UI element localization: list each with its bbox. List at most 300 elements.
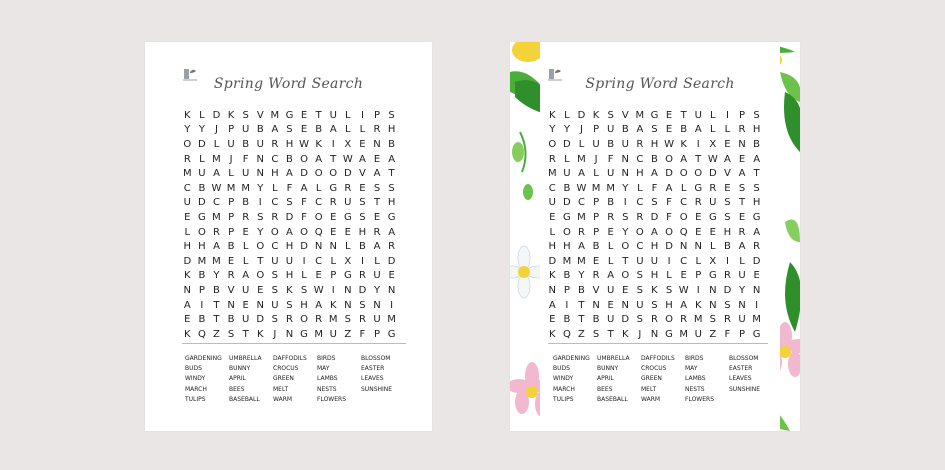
grid-letter: K [680, 138, 687, 150]
grid-letter: U [242, 314, 250, 326]
grid-letter: K [227, 109, 235, 121]
grid-letter: B [286, 153, 293, 165]
grid-letter: A [607, 270, 615, 282]
letter-grid [545, 108, 764, 342]
grid-letter: H [548, 241, 557, 253]
grid-letter: A [373, 168, 381, 180]
word-item: SUNSHINE [361, 385, 393, 393]
grid-letter: Q [562, 328, 571, 340]
grid-letter: N [373, 299, 381, 311]
grid-letter: B [753, 138, 761, 150]
grid-letter: C [548, 182, 556, 194]
grid-letter: O [665, 226, 673, 238]
grid-letter: D [621, 314, 630, 326]
word-item: LEAVES [361, 375, 384, 383]
grid-letter: W [313, 284, 324, 296]
grid-letter: A [578, 168, 585, 180]
grid-letter: D [343, 168, 352, 180]
grid-letter: E [680, 270, 687, 282]
grid-letter: J [215, 124, 218, 136]
grid-letter: G [387, 211, 396, 223]
grid-letter: A [738, 241, 746, 253]
grid-letter: K [549, 328, 556, 340]
word-item: TULIPS [185, 395, 206, 403]
grid-letter: F [301, 211, 307, 223]
grid-letter: A [694, 124, 702, 136]
grid-letter: G [665, 328, 673, 340]
grid-letter: S [271, 270, 279, 282]
grid-letter: N [752, 284, 761, 296]
grid-letter: H [285, 138, 294, 150]
grid-letter: F [666, 197, 672, 209]
grid-letter: P [593, 124, 600, 136]
divider [182, 343, 406, 344]
grid-letter: F [301, 197, 307, 209]
word-item: BUNNY [597, 365, 619, 373]
grid-letter: A [373, 241, 381, 253]
grid-letter: L [739, 255, 745, 267]
grid-letter: I [331, 138, 335, 150]
grid-letter: D [563, 138, 571, 150]
grid-letter: W [576, 182, 587, 194]
grid-letter: B [227, 314, 235, 326]
grid-letter: R [344, 182, 352, 194]
grid-letter: H [387, 124, 396, 136]
worksheet-plain-content [145, 42, 432, 431]
grid-letter: P [739, 109, 746, 121]
grid-letter: R [227, 270, 235, 282]
grid-letter: U [329, 109, 337, 121]
grid-letter: I [331, 284, 335, 296]
grid-letter: M [328, 314, 338, 326]
grid-letter: S [607, 109, 614, 121]
worksheet-plain [145, 42, 432, 431]
grid-letter: P [330, 270, 337, 282]
grid-letter: E [242, 226, 249, 238]
grid-letter: I [623, 197, 627, 209]
grid-letter: N [373, 138, 381, 150]
grid-letter: N [621, 299, 629, 311]
grid-letter: K [329, 299, 337, 311]
grid-letter: A [680, 299, 688, 311]
grid-letter: S [227, 328, 235, 340]
grid-letter: S [724, 211, 731, 223]
grid-letter: S [286, 299, 293, 311]
grid-letter: P [695, 270, 702, 282]
grid-letter: N [344, 299, 352, 311]
grid-letter: U [373, 270, 381, 282]
grid-letter: U [242, 284, 250, 296]
grid-letter: H [563, 241, 571, 253]
grid-letter: R [373, 226, 381, 238]
grid-letter: U [694, 109, 702, 121]
worksheet-floral-content [540, 42, 780, 431]
word-item: DAFFODILS [273, 355, 307, 362]
grid-letter: U [563, 168, 571, 180]
grid-letter: S [344, 314, 351, 326]
grid-letter: U [607, 124, 615, 136]
grid-letter: I [200, 299, 204, 311]
grid-letter: H [271, 168, 279, 180]
grid-letter: U [548, 197, 556, 209]
grid-letter: D [198, 138, 206, 150]
grid-letter: S [636, 284, 644, 296]
grid-letter: M [241, 182, 250, 194]
grid-letter: Z [578, 328, 585, 340]
grid-letter: O [329, 168, 338, 180]
grid-letter: S [651, 299, 658, 311]
grid-letter: L [710, 241, 716, 253]
grid-letter: K [694, 299, 702, 311]
grid-letter: S [257, 211, 264, 223]
word-list [185, 354, 405, 403]
grid-letter: D [665, 168, 673, 180]
grid-letter: S [300, 284, 308, 296]
grid-letter: K [621, 328, 629, 340]
grid-letter: E [738, 211, 746, 223]
grid-letter: S [753, 109, 760, 121]
grid-letter: B [315, 124, 323, 136]
grid-letter: S [373, 182, 381, 194]
grid-letter: H [650, 241, 659, 253]
grid-letter: A [665, 182, 673, 194]
grid-letter: M [212, 211, 221, 223]
grid-letter: K [184, 270, 191, 282]
word-item: TULIPS [553, 395, 574, 403]
grid-letter: C [577, 197, 585, 209]
word-column [361, 354, 405, 393]
word-column [185, 354, 229, 403]
grid-letter: M [197, 255, 207, 267]
grid-letter: J [273, 328, 277, 340]
grid-letter: H [665, 299, 673, 311]
grid-letter: C [636, 241, 644, 253]
grid-letter: A [315, 153, 323, 165]
grid-letter: E [549, 314, 556, 326]
grid-letter: C [636, 153, 644, 165]
grid-letter: F [666, 211, 672, 223]
grid-letter: H [300, 299, 308, 311]
grid-letter: T [753, 168, 760, 180]
grid-letter: S [724, 197, 731, 209]
grid-letter: U [227, 138, 235, 150]
grid-letter: O [270, 226, 279, 238]
grid-letter: Y [213, 270, 220, 282]
grid-letter: A [388, 153, 396, 165]
grid-letter: W [707, 153, 718, 165]
grid-letter: I [667, 255, 671, 267]
grid-letter: E [184, 211, 191, 223]
grid-letter: L [607, 255, 614, 267]
grid-letter: K [184, 328, 191, 340]
grid-letter: T [330, 153, 337, 165]
grid-letter: Y [198, 124, 205, 136]
grid-letter: S [724, 299, 731, 311]
grid-letter: R [285, 314, 293, 326]
grid-letter: D [548, 255, 557, 267]
grid-letter: N [329, 241, 337, 253]
grid-letter: A [578, 241, 585, 253]
word-item: GARDENING [185, 355, 222, 362]
grid-letter: G [708, 211, 717, 223]
grid-letter: U [607, 314, 615, 326]
grid-letter: M [314, 328, 323, 340]
grid-letter: E [242, 299, 249, 311]
grid-letter: N [227, 299, 235, 311]
grid-letter: M [635, 109, 645, 121]
grid-letter: A [388, 226, 396, 238]
grid-letter: K [549, 270, 556, 282]
grid-letter: R [680, 314, 688, 326]
grid-letter: P [593, 197, 600, 209]
word-item: CROCUS [273, 365, 299, 373]
grid-letter: L [345, 124, 351, 136]
grid-letter: B [723, 241, 731, 253]
grid-letter: T [213, 299, 220, 311]
grid-letter: M [212, 255, 221, 267]
grid-letter: G [343, 270, 352, 282]
grid-letter: A [359, 153, 366, 165]
grid-letter: C [212, 197, 220, 209]
grid-letter: R [271, 211, 279, 223]
grid-letter: U [607, 284, 615, 296]
grid-letter: G [563, 211, 571, 223]
grid-letter: R [753, 241, 761, 253]
word-item: LAMBS [317, 375, 338, 383]
grid-letter: G [650, 109, 659, 121]
grid-letter: T [315, 109, 322, 121]
grid-letter: E [300, 109, 308, 121]
grid-letter: O [562, 226, 571, 238]
grid-letter: Q [314, 226, 323, 238]
grid-letter: J [594, 153, 598, 165]
grid-letter: H [636, 168, 644, 180]
grid-letter: B [242, 197, 250, 209]
page-title: Spring Word Search [213, 76, 364, 92]
grid-letter: B [358, 241, 366, 253]
word-item: WINDY [553, 375, 574, 383]
grid-letter: A [315, 299, 323, 311]
grid-letter: U [650, 255, 659, 267]
grid-letter: E [359, 182, 366, 194]
grid-letter: B [607, 197, 615, 209]
grid-letter: O [665, 314, 673, 326]
grid-letter: E [227, 255, 235, 267]
grid-letter: R [738, 226, 746, 238]
grid-letter: U [636, 255, 644, 267]
grid-letter: M [577, 153, 586, 165]
word-item: BUDS [553, 365, 570, 373]
grid-letter: T [695, 153, 702, 165]
grid-letter: M [182, 168, 192, 180]
grid-letter: E [300, 124, 308, 136]
grid-letter: B [651, 153, 658, 165]
grid-letter: A [213, 168, 220, 180]
word-list [553, 354, 773, 403]
grid-letter: L [242, 241, 249, 253]
grid-letter: X [709, 255, 717, 267]
grid-letter: V [227, 284, 235, 296]
grid-letter: L [301, 270, 307, 282]
grid-letter: G [300, 328, 308, 340]
grid-letter: Y [738, 284, 746, 296]
grid-letter: N [738, 138, 746, 150]
grid-letter: U [271, 299, 279, 311]
grid-letter: L [374, 255, 380, 267]
grid-letter: D [256, 314, 265, 326]
grid-letter: E [388, 270, 395, 282]
grid-letter: K [549, 109, 556, 121]
grid-letter: D [300, 168, 308, 180]
grid-letter: Y [622, 226, 629, 238]
grid-letter: W [342, 153, 353, 165]
grid-letter: B [198, 314, 206, 326]
grid-letter: C [680, 197, 688, 209]
grid-letter: M [547, 168, 557, 180]
grid-letter: I [755, 299, 759, 311]
grid-letter: N [387, 284, 396, 296]
grid-letter: L [593, 168, 599, 180]
grid-letter: H [285, 241, 294, 253]
grid-letter: D [723, 284, 732, 296]
grid-letter: Z [709, 328, 717, 340]
word-item: SUNSHINE [729, 385, 761, 393]
grid-letter: S [738, 182, 746, 194]
grid-letter: R [548, 153, 556, 165]
grid-letter: B [680, 124, 688, 136]
grid-letter: T [373, 197, 381, 209]
grid-letter: O [256, 241, 265, 253]
grid-letter: V [621, 109, 629, 121]
grid-letter: A [753, 153, 761, 165]
grid-letter: S [665, 284, 673, 296]
grid-letter: H [183, 241, 192, 253]
grid-letter: T [578, 299, 585, 311]
grid-letter: U [242, 168, 250, 180]
grid-letter: R [388, 241, 396, 253]
word-item: FLOWERS [317, 395, 347, 403]
grid-letter: L [213, 138, 220, 150]
grid-letter: E [373, 211, 381, 223]
word-item: BASEBALL [597, 395, 628, 403]
grid-letter: E [373, 153, 381, 165]
grid-letter: A [286, 168, 293, 180]
grid-letter: E [330, 211, 337, 223]
grid-letter: L [330, 255, 337, 267]
word-item: GREEN [641, 375, 662, 383]
grid-letter: E [622, 284, 629, 296]
grid-letter: R [650, 314, 658, 326]
grid-letter: C [271, 197, 279, 209]
word-column [729, 354, 773, 393]
grid-letter: S [286, 124, 293, 136]
grid-letter: B [198, 182, 206, 194]
grid-letter: I [360, 255, 364, 267]
grid-letter: E [607, 299, 614, 311]
grid-letter: O [694, 168, 703, 180]
grid-letter: M [562, 255, 572, 267]
grid-letter: N [621, 168, 629, 180]
word-item: FLOWERS [685, 395, 715, 403]
word-item: MARCH [553, 385, 575, 393]
word-item: BIRDS [317, 355, 336, 362]
word-item: CROCUS [641, 365, 667, 373]
grid-letter: E [607, 226, 614, 238]
grid-letter: M [577, 255, 586, 267]
grid-letter: L [724, 124, 731, 136]
grid-letter: O [300, 226, 308, 238]
grid-letter: P [593, 211, 600, 223]
grid-letter: T [622, 255, 629, 267]
grid-letter: N [694, 241, 702, 253]
grid-letter: T [242, 328, 249, 340]
grid-letter: M [752, 314, 761, 326]
grid-letter: R [607, 211, 615, 223]
grid-letter: S [242, 109, 249, 121]
grid-letter: A [329, 124, 337, 136]
grid-letter: P [228, 197, 235, 209]
grid-letter: O [548, 138, 557, 150]
grid-letter: C [315, 197, 323, 209]
word-item: APRIL [597, 375, 615, 383]
grid-letter: X [709, 138, 717, 150]
grid-letter: D [563, 197, 571, 209]
grid-letter: A [183, 299, 191, 311]
word-column [553, 354, 597, 403]
grid-letter: P [739, 328, 746, 340]
grid-letter: M [679, 328, 688, 340]
word-item: MELT [641, 385, 657, 393]
word-item: EASTER [361, 365, 385, 373]
word-item: BUNNY [229, 365, 251, 373]
grid-letter: S [388, 109, 395, 121]
grid-letter: U [636, 299, 644, 311]
grid-letter: M [591, 182, 601, 194]
grid-letter: S [359, 197, 366, 209]
grid-letter: E [315, 270, 322, 282]
grid-letter: E [359, 138, 366, 150]
grid-letter: D [665, 241, 673, 253]
grid-letter: D [577, 109, 586, 121]
grid-letter: Y [578, 270, 585, 282]
grid-letter: G [285, 109, 294, 121]
grid-letter: A [724, 153, 731, 165]
word-item: BLOSSOM [729, 355, 759, 362]
word-column [685, 354, 729, 403]
grid-letter: B [198, 270, 206, 282]
grid-letter: L [242, 255, 249, 267]
grid-letter: G [198, 211, 206, 223]
grid-letter: F [724, 328, 731, 340]
grid-letter: S [636, 314, 644, 326]
grid-letter: N [709, 284, 717, 296]
grid-letter: V [592, 284, 600, 296]
grid-letter: A [548, 299, 556, 311]
grid-letter: C [271, 153, 279, 165]
grid-letter: B [607, 138, 615, 150]
grid-letter: S [709, 314, 716, 326]
word-item: LEAVES [729, 375, 752, 383]
grid-letter: L [710, 109, 716, 121]
grid-letter: N [621, 153, 629, 165]
grid-letter: C [183, 182, 191, 194]
worksheet-floral [510, 42, 800, 431]
grid-letter: O [679, 168, 688, 180]
grid-letter: N [709, 299, 717, 311]
grid-letter: L [199, 153, 205, 165]
grid-letter: I [725, 255, 729, 267]
grid-letter: I [696, 138, 700, 150]
